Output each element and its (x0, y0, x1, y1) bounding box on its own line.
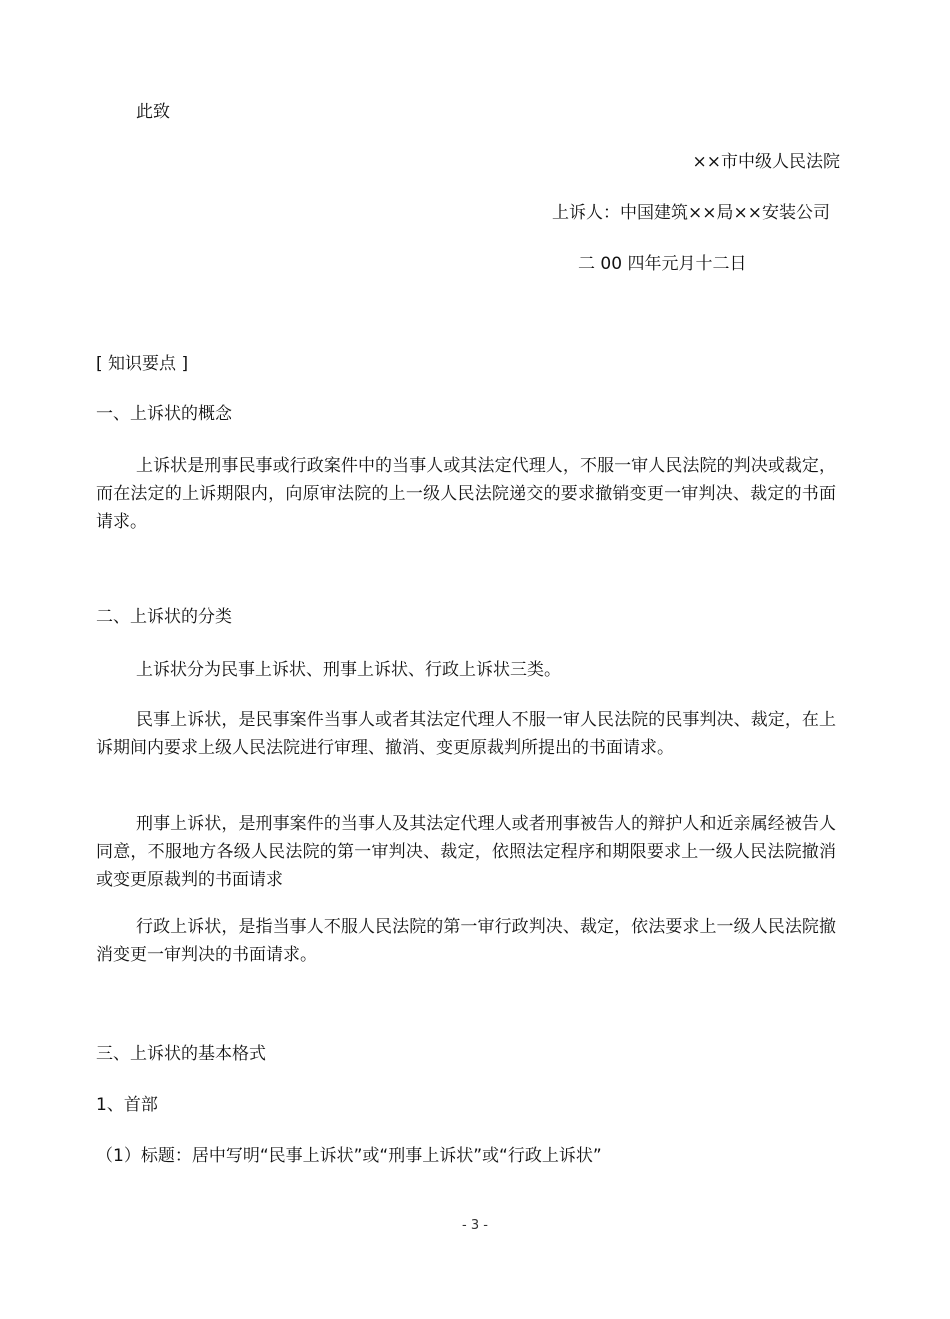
paragraph-concept: 上诉状是刑事民事或行政案件中的当事人或其法定代理人，不服一审人民法院的判决或裁定，而在法定的上诉期限内，向原审法院的上一级人民法院递交的要求撤销变更一审判决、裁定的书面请求。 (96, 456, 836, 532)
section-title-concept: 一、上诉状的概念 (96, 404, 232, 424)
page-number: - 3 - (462, 1218, 488, 1233)
paragraph-criminal-appeal: 刑事上诉状，是刑事案件的当事人及其法定代理人或者刑事被告人的辩护人和近亲属经被告人同意，不服地方各级人民法院的第一审判决、裁定，依照法定程序和期限要求上一级人民法院撤消或变更原裁判的书面请求 (96, 814, 836, 890)
paragraph-civil-appeal: 民事上诉状，是民事案件当事人或者其法定代理人不服一审人民法院的民事判决、裁定，在上诉期间内要求上级人民法院进行审理、撤消、变更原裁判所提出的书面请求。 (96, 710, 836, 758)
paragraph-admin-appeal: 行政上诉状，是指当事人不服人民法院的第一审行政判决、裁定，依法要求上一级人民法院撤消变更一审判决的书面请求。 (96, 917, 836, 965)
section-title-format: 三、上诉状的基本格式 (96, 1044, 266, 1064)
subsection-heading: 1、首部 (96, 1095, 158, 1115)
paragraph-classification-intro: 上诉状分为民事上诉状、刑事上诉状、行政上诉状三类。 (136, 660, 561, 680)
document-date: 二 00 四年元月十二日 (578, 254, 747, 274)
appellant-signature: 上诉人：中国建筑××局××安装公司 (552, 203, 830, 223)
knowledge-header: [ 知识要点 ] (96, 354, 189, 374)
salutation: 此致 (136, 102, 170, 122)
format-item-title: （1）标题：居中写明“民事上诉状”或“刑事上诉状”或“行政上诉状” (96, 1146, 602, 1166)
court-name: ××市中级人民法院 (692, 152, 840, 172)
section-title-classification: 二、上诉状的分类 (96, 607, 232, 627)
